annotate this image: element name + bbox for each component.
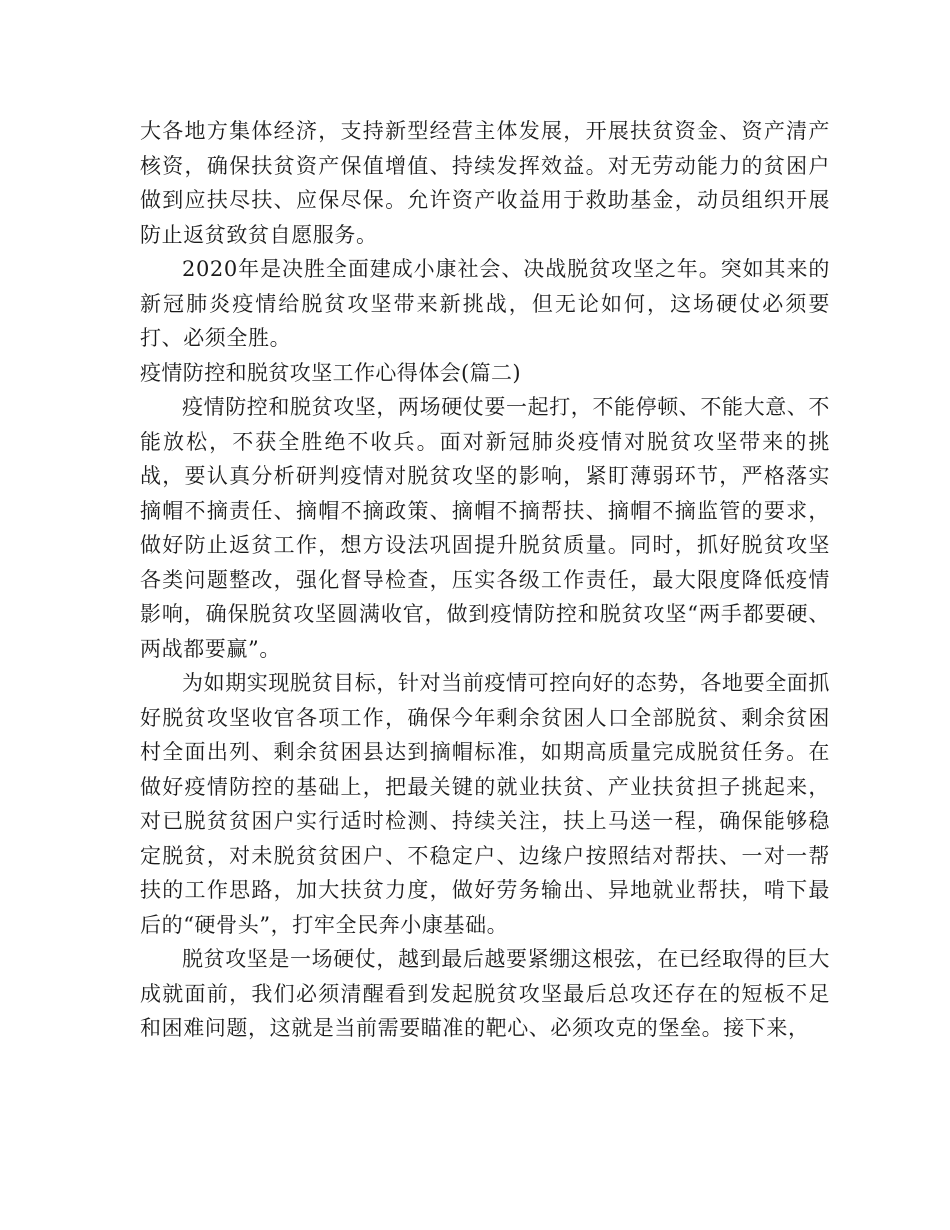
paragraph-two-battles: 疫情防控和脱贫攻坚，两场硬仗要一起打，不能停顿、不能大意、不能放松，不获全胜绝不收兵。面对新冠肺炎疫情对脱贫攻坚带来的挑战，要认真分析研判疫情对脱贫攻坚的影响，紧盯薄弱环节，严格落实摘帽不摘责任、摘帽不摘政策、摘帽不摘帮扶、摘帽不摘监管的要求，做好防止返贫工作，想方设法巩固提升脱贫质量。同时，抓好脱贫攻坚各类问题整改，强化督导检查，压实各级工作责任，最大限度降低疫情影响，确保脱贫攻坚圆满收官，做到疫情防控和脱贫攻坚“两手都要硬、两战都要赢”。 bbox=[140, 395, 830, 661]
document-body bbox=[140, 114, 830, 1046]
paragraph-2020: 2020年是决胜全面建成小康社会、决战脱贫攻坚之年。突如其来的新冠肺炎疫情给脱贫攻坚带来新挑战，但无论如何，这场硬仗必须要打、必须全胜。 bbox=[140, 257, 830, 350]
section-heading: 疫情防控和脱贫攻坚工作心得体会(篇二) bbox=[140, 360, 521, 385]
paragraph-goals: 为如期实现脱贫目标，针对当前疫情可控向好的态势，各地要全面抓好脱贫攻坚收官各项工作，确保今年剩余贫困人口全部脱贫、剩余贫困村全面出列、剩余贫困县达到摘帽标准，如期高质量完成脱贫任务。在做好疫情防控的基础上，把最关键的就业扶贫、产业扶贫担子挑起来，对已脱贫贫困户实行适时检测、持续关注，扶上马送一程，确保能够稳定脱贫，对未脱贫贫困户、不稳定户、边缘户按照结对帮扶、一对一帮扶的工作思路，加大扶贫力度，做好劳务输出、异地就业帮扶，啃下最后的“硬骨头”，打牢全民奔小康基础。 bbox=[140, 671, 830, 937]
paragraph-continuation: 大各地方集体经济，支持新型经营主体发展，开展扶贫资金、资产清产核资，确保扶贫资产保值增值、持续发挥效益。对无劳动能力的贫困户做到应扶尽扶、应保尽保。允许资产收益用于救助基金，动员组织开展防止返贫致贫自愿服务。 bbox=[140, 119, 830, 247]
paragraph-hard-battle: 脱贫攻坚是一场硬仗，越到最后越要紧绷这根弦，在已经取得的巨大成就面前，我们必须清醒看到发起脱贫攻坚最后总攻还存在的短板不足和困难问题，这就是当前需要瞄准的靶心、必须攻克的堡垒。接下来， bbox=[140, 947, 830, 1040]
